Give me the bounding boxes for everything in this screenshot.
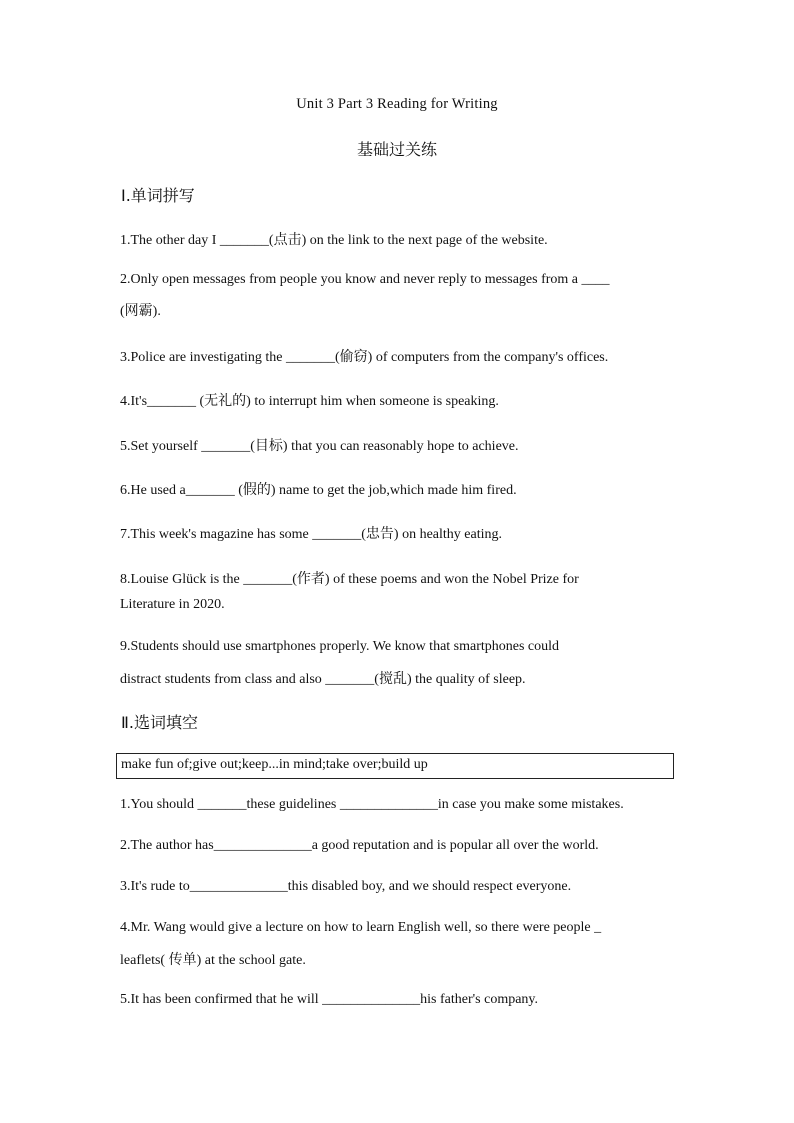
exercise-line: 5.It has been confirmed that he will ______________his father's company. [120, 992, 539, 1007]
exercise-line: (网霸). [120, 304, 161, 319]
page-subtitle: 基础过关练 [356, 140, 437, 159]
exercise-line: 3.Police are investigating the _______(偷窃) of computers from the company's offices. [120, 350, 609, 365]
exercise-line: 2.The author has______________a good reputation and is popular all over the world. [120, 838, 599, 853]
exercise-line: leaflets( 传单) at the school gate. [120, 953, 306, 968]
exercise-line: 1.The other day I _______(点击) on the link to the next page of the website. [120, 233, 548, 248]
exercise-line: 7.This week's magazine has some _______(忠告) on healthy eating. [120, 527, 502, 542]
exercise-line: 8.Louise Glück is the _______(作者) of these poems and won the Nobel Prize for [120, 572, 579, 587]
section-heading-fill-in: Ⅱ.选词填空 [121, 713, 198, 732]
exercise-line: 4.It's_______ (无礼的) to interrupt him when someone is speaking. [120, 394, 499, 409]
exercise-line: 6.He used a_______ (假的) name to get the job,which made him fired. [120, 483, 517, 498]
exercise-line: 4.Mr. Wang would give a lecture on how to learn English well, so there were people _ [120, 920, 602, 935]
word-bank-box: make fun of;give out;keep...in mind;take over;build up [116, 753, 674, 779]
exercise-line: 2.Only open messages from people you know and never reply to messages from a ____ [120, 272, 610, 287]
exercise-line: Literature in 2020. [120, 597, 225, 612]
page-title: Unit 3 Part 3 Reading for Writing [296, 96, 498, 112]
exercise-line: 9.Students should use smartphones properly. We know that smartphones could [120, 639, 560, 654]
exercise-line: 1.You should _______these guidelines ______________in case you make some mistakes. [120, 797, 624, 812]
exercise-line: distract students from class and also _______(搅乱) the quality of sleep. [120, 672, 526, 687]
section-heading-spelling: Ⅰ.单词拼写 [121, 186, 195, 205]
exercise-line: 5.Set yourself _______(目标) that you can reasonably hope to achieve. [120, 439, 519, 454]
exercise-line: 3.It's rude to______________this disabled boy, and we should respect everyone. [120, 879, 572, 894]
